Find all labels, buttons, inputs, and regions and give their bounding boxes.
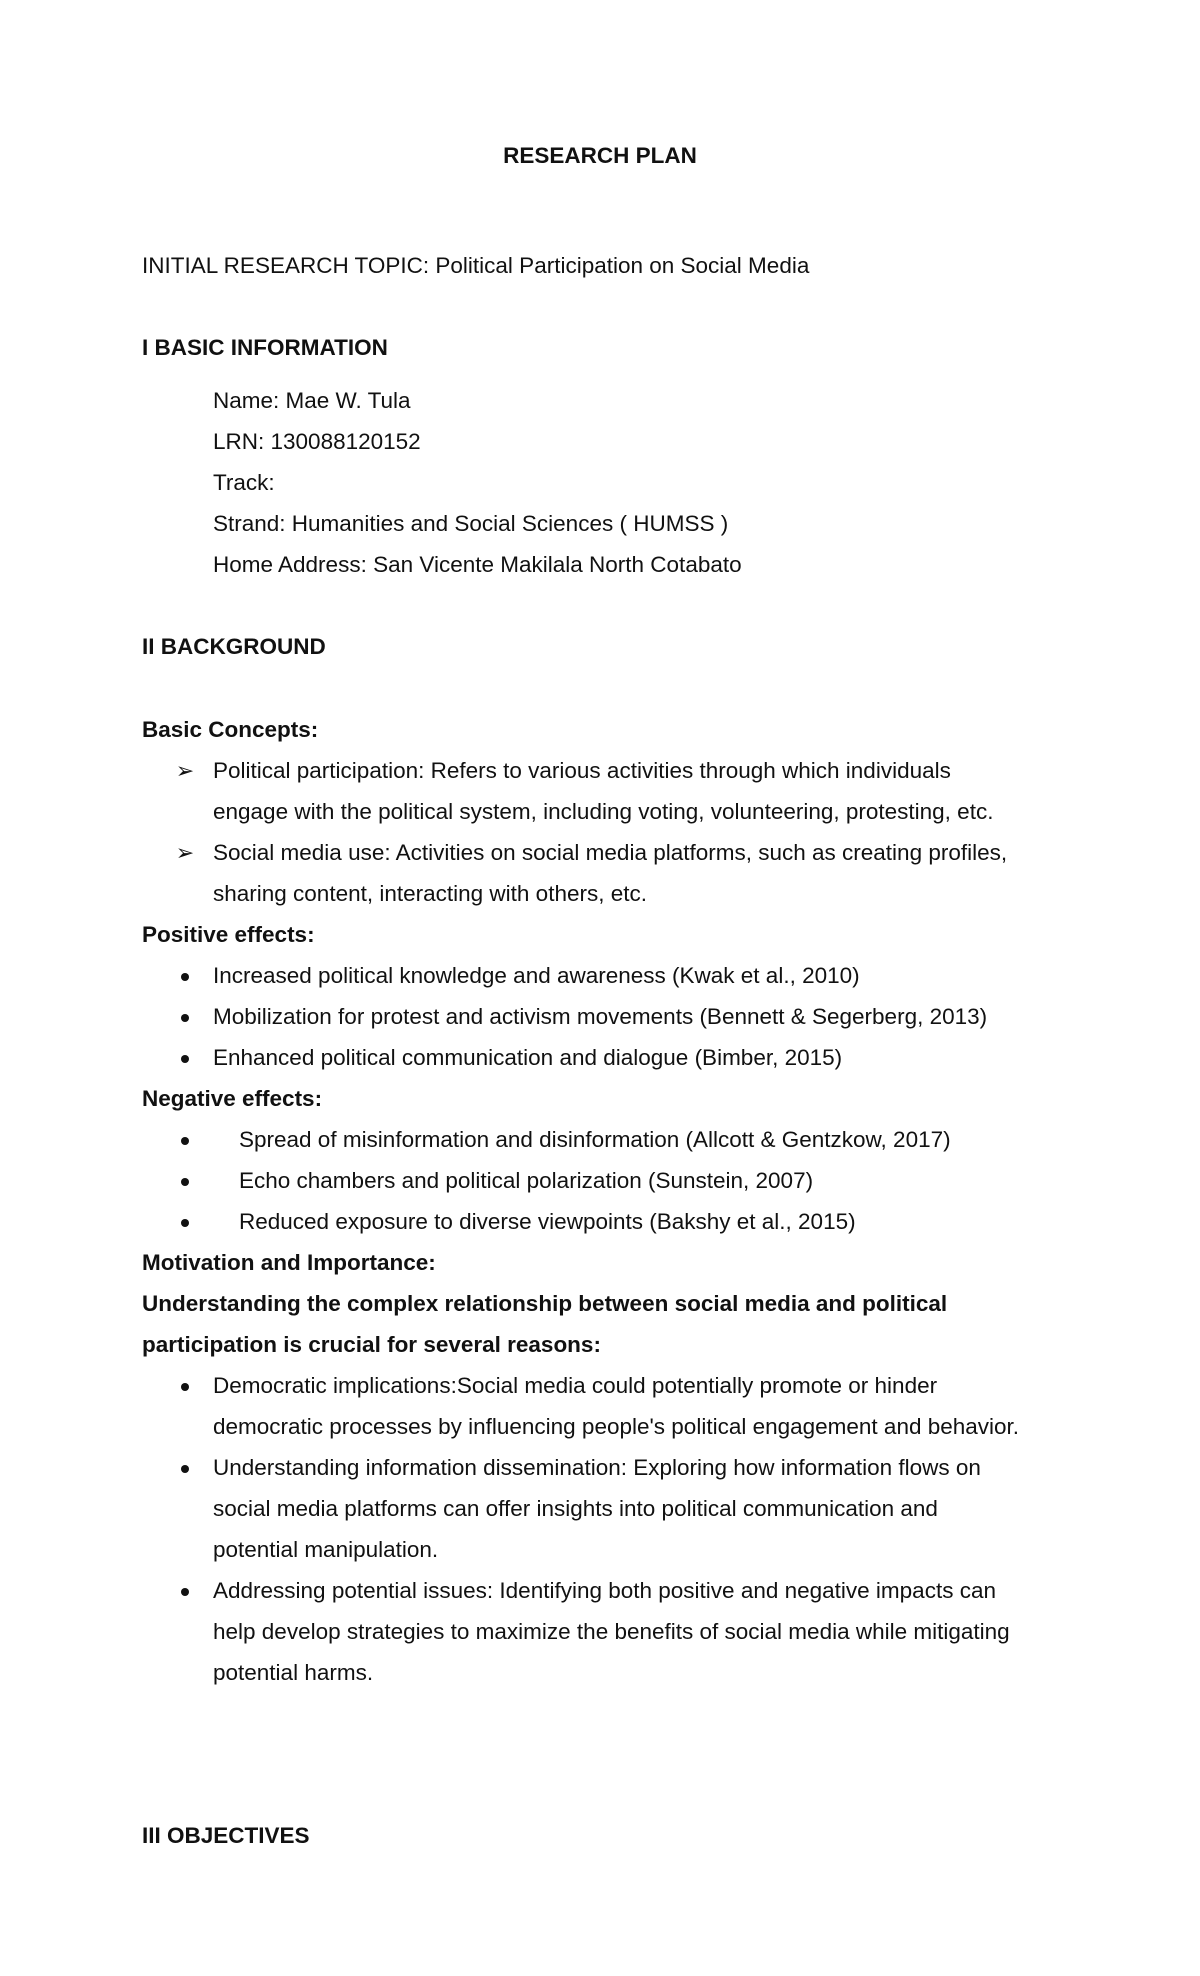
arrow-bullet-icon: ➢ (175, 758, 195, 783)
bullet-dot-icon (170, 1043, 200, 1073)
bullet-dot-icon (170, 1125, 200, 1155)
section-basic-information-heading: I BASIC INFORMATION (142, 335, 388, 360)
concept-political-participation-line1: Political participation: Refers to various activities through which individuals (213, 758, 951, 783)
positive-effect-item: Mobilization for protest and activism movements (Bennett & Segerberg, 2013) (213, 1004, 988, 1029)
bullet-dot-icon (170, 1371, 200, 1401)
positive-effects-heading: Positive effects: (142, 922, 315, 947)
concept-social-media-use-line1: Social media use: Activities on social media platforms, such as creating profiles, (213, 840, 1008, 865)
bullet-dot-icon (170, 1453, 200, 1483)
strand-field: Strand: Humanities and Social Sciences ( HUMSS ) (213, 511, 729, 536)
page-title: RESEARCH PLAN (503, 143, 697, 168)
negative-effects-heading: Negative effects: (142, 1086, 323, 1111)
section-objectives-heading: III OBJECTIVES (142, 1823, 310, 1848)
motivation-intro-line1: Understanding the complex relationship between social media and political (142, 1291, 948, 1316)
section-background-heading: II BACKGROUND (142, 634, 326, 659)
reason-issues-line1: Addressing potential issues: Identifying both positive and negative impacts can (213, 1578, 996, 1603)
bullet-dot-icon (170, 1576, 200, 1606)
reason-information-line3: potential manipulation. (213, 1537, 439, 1562)
reason-information-line1: Understanding information dissemination: Exploring how information flows on (213, 1455, 981, 1480)
motivation-heading: Motivation and Importance: (142, 1250, 436, 1275)
bullet-dot-icon (170, 1002, 200, 1032)
lrn-field: LRN: 130088120152 (213, 429, 421, 454)
positive-effect-item: Enhanced political communication and dialogue (Bimber, 2015) (213, 1045, 843, 1070)
negative-effect-item: Spread of misinformation and disinformation (Allcott & Gentzkow, 2017) (239, 1127, 951, 1152)
research-topic: INITIAL RESEARCH TOPIC: Political Participation on Social Media (142, 253, 810, 278)
motivation-intro-line2: participation is crucial for several reasons: (142, 1332, 601, 1357)
negative-effect-item: Echo chambers and political polarization (Sunstein, 2007) (239, 1168, 814, 1193)
bullet-dot-icon (170, 961, 200, 991)
bullet-dot-icon (170, 1207, 200, 1237)
track-field: Track: (213, 470, 275, 495)
reason-issues-line2: help develop strategies to maximize the benefits of social media while mitigating (213, 1619, 1010, 1644)
positive-effect-item: Increased political knowledge and awareness (Kwak et al., 2010) (213, 963, 860, 988)
home-address-field: Home Address: San Vicente Makilala North Cotabato (213, 552, 742, 577)
reason-information-line2: social media platforms can offer insights into political communication and (213, 1496, 938, 1521)
name-field: Name: Mae W. Tula (213, 388, 411, 413)
reason-democratic-line1: Democratic implications:Social media could potentially promote or hinder (213, 1373, 938, 1398)
bullet-dot-icon (170, 1166, 200, 1196)
arrow-bullet-icon: ➢ (175, 840, 195, 865)
basic-concepts-heading: Basic Concepts: (142, 717, 319, 742)
concept-social-media-use-line2: sharing content, interacting with others, etc. (213, 881, 647, 906)
negative-effect-item: Reduced exposure to diverse viewpoints (Bakshy et al., 2015) (239, 1209, 856, 1234)
concept-political-participation-line2: engage with the political system, including voting, volunteering, protesting, etc. (213, 799, 994, 824)
reason-democratic-line2: democratic processes by influencing people's political engagement and behavior. (213, 1414, 1020, 1439)
reason-issues-line3: potential harms. (213, 1660, 374, 1685)
